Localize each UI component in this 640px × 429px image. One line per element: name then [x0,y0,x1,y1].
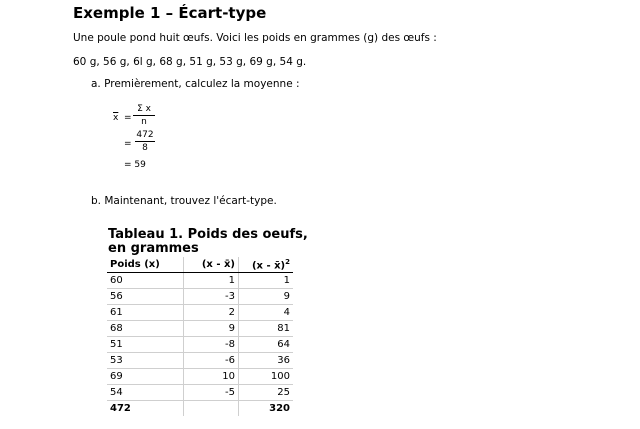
table-cell: 69 [107,369,184,385]
table-cell: 9 [184,321,239,337]
header-squared-exponent: 2 [285,258,290,266]
weights-table [107,257,293,416]
step-b-text: b. Maintenant, trouvez l'écart-type. [91,195,277,207]
weights-text: 60 g, 56 g, 6l g, 68 g, 51 g, 53 g, 69 g, 54 g. [73,56,307,68]
table-caption: Tableau 1. Poids des oeufs, en grammes [108,227,308,256]
table-total-row [107,401,293,417]
table-cell: 54 [107,385,184,401]
table-cell: 36 [239,353,294,369]
table-cell: 64 [239,337,294,353]
value-denominator: 8 [142,143,148,153]
sum-fraction [133,104,155,127]
sum-numerator: Σ x [137,104,151,114]
value-fraction [135,130,155,153]
table-cell: 60 [107,273,184,289]
table-cell: 53 [107,353,184,369]
table-row [107,385,293,401]
table-cell: 1 [184,273,239,289]
xbar-symbol: $\overline{x}$ [113,113,119,123]
table-cell: 10 [184,369,239,385]
step-a-text: a. Premièrement, calculez la moyenne : [91,78,300,90]
header-squared-deviation [239,257,294,273]
page-title: Exemple 1 – Écart-type [73,4,267,22]
mean-result: = 59 [124,160,146,170]
fraction-line-2 [135,141,155,142]
total-cell: 320 [239,401,294,417]
table-cell: 1 [239,273,294,289]
fraction-line [133,115,155,116]
table-row [107,289,293,305]
table-body [107,273,293,417]
table-cell: 61 [107,305,184,321]
table-cell: 56 [107,289,184,305]
total-cell [184,401,239,417]
table-cell: -3 [184,289,239,305]
table-cell: -5 [184,385,239,401]
header-weight: Poids (x) [107,257,184,273]
equals-sign: = [124,113,132,123]
table-cell: 100 [239,369,294,385]
table-cell: -8 [184,337,239,353]
table-row [107,369,293,385]
header-deviation: (x - x̄) [184,257,239,273]
table-cell: 25 [239,385,294,401]
sum-denominator: n [141,117,147,127]
value-numerator: 472 [136,130,154,140]
table-cell: 2 [184,305,239,321]
table-cell: 4 [239,305,294,321]
table-cell: 9 [239,289,294,305]
table-header-row [107,257,293,273]
table-row [107,353,293,369]
table-row [107,273,293,289]
table-cell: 68 [107,321,184,337]
total-cell: 472 [107,401,184,417]
equals-sign-2: = [124,139,132,149]
intro-text: Une poule pond huit œufs. Voici les poids en grammes (g) des œufs : [73,32,437,44]
table-cell: -6 [184,353,239,369]
table-row [107,305,293,321]
table-row [107,321,293,337]
header-squared-label: (x - x̄) [251,260,286,272]
table-cell: 51 [107,337,184,353]
table-row [107,337,293,353]
table-cell: 81 [239,321,294,337]
